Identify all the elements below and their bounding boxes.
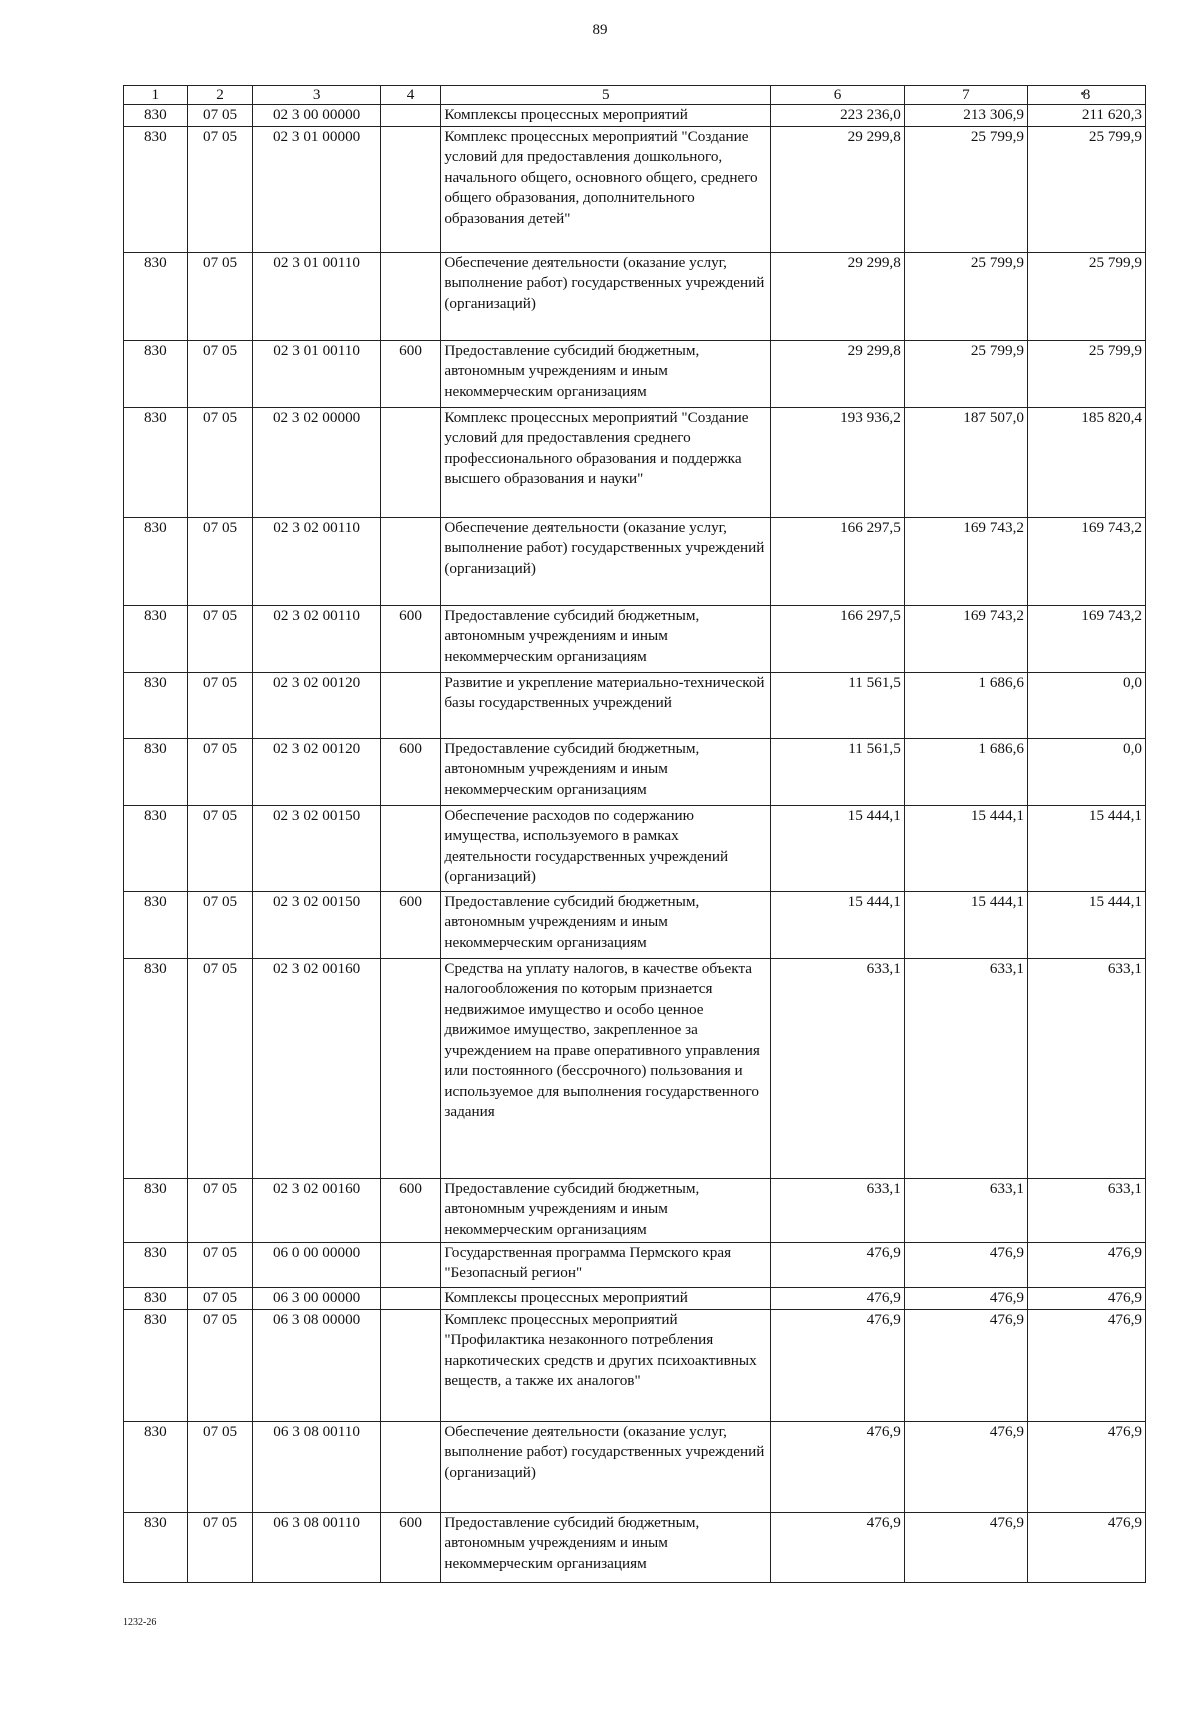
cell-amount-col8: 169 743,2 [1027, 517, 1145, 605]
cell-amount-col6: 29 299,8 [771, 252, 905, 340]
cell-section-code: 07 05 [187, 1309, 253, 1421]
cell-description: Средства на уплату налогов, в качестве объекта налогообложения по которым признается недвижимое имущество и особо ценное движимое имущество, закрепленное за учреждением на праве оперативного управления или постоянного (бессрочного) пользования и используемое для выполнения государственного задания [441, 958, 771, 1178]
table-row [124, 126, 1146, 252]
cell-amount-col8: 633,1 [1027, 1178, 1145, 1242]
cell-department-code: 830 [124, 252, 188, 340]
cell-target-article: 02 3 02 00150 [253, 891, 380, 958]
cell-section-code: 07 05 [187, 958, 253, 1178]
cell-amount-col8: 633,1 [1027, 958, 1145, 1178]
cell-amount-col8: 185 820,4 [1027, 407, 1145, 517]
cell-amount-col7: 633,1 [904, 958, 1027, 1178]
cell-description: Обеспечение деятельности (оказание услуг, выполнение работ) государственных учреждений (организаций) [441, 252, 771, 340]
cell-amount-col7: 213 306,9 [904, 105, 1027, 127]
cell-target-article: 06 3 08 00110 [253, 1421, 380, 1512]
cell-department-code: 830 [124, 1242, 188, 1287]
cell-section-code: 07 05 [187, 517, 253, 605]
cell-section-code: 07 05 [187, 105, 253, 127]
cell-target-article: 02 3 01 00110 [253, 252, 380, 340]
cell-department-code: 830 [124, 672, 188, 738]
cell-amount-col8: 25 799,9 [1027, 340, 1145, 407]
cell-section-code: 07 05 [187, 805, 253, 891]
cell-description: Комплекс процессных мероприятий "Профилактика незаконного потребления наркотических средств и других психоактивных веществ, а также их аналогов" [441, 1309, 771, 1421]
cell-target-article: 02 3 02 00160 [253, 1178, 380, 1242]
cell-description: Предоставление субсидий бюджетным, автономным учреждениям и иным некоммерческим организациям [441, 340, 771, 407]
cell-section-code: 07 05 [187, 1178, 253, 1242]
table-row [124, 340, 1146, 407]
table-row [124, 605, 1146, 672]
cell-section-code: 07 05 [187, 340, 253, 407]
cell-amount-col7: 476,9 [904, 1242, 1027, 1287]
table-row [124, 1512, 1146, 1582]
cell-target-article: 02 3 00 00000 [253, 105, 380, 127]
cell-amount-col6: 633,1 [771, 958, 905, 1178]
table-row [124, 805, 1146, 891]
cell-target-article: 06 0 00 00000 [253, 1242, 380, 1287]
cell-amount-col6: 166 297,5 [771, 517, 905, 605]
cell-amount-col6: 193 936,2 [771, 407, 905, 517]
cell-department-code: 830 [124, 738, 188, 805]
cell-expense-type [380, 252, 441, 340]
cell-amount-col8: 476,9 [1027, 1512, 1145, 1582]
table-row [124, 252, 1146, 340]
cell-amount-col6: 476,9 [771, 1421, 905, 1512]
cell-amount-col8: 169 743,2 [1027, 605, 1145, 672]
table-row [124, 407, 1146, 517]
cell-target-article: 02 3 02 00110 [253, 605, 380, 672]
cell-expense-type [380, 672, 441, 738]
cell-expense-type [380, 407, 441, 517]
cell-amount-col6: 29 299,8 [771, 126, 905, 252]
cell-amount-col7: 1 686,6 [904, 672, 1027, 738]
cell-description: Предоставление субсидий бюджетным, автономным учреждениям и иным некоммерческим организациям [441, 1512, 771, 1582]
cell-target-article: 02 3 02 00000 [253, 407, 380, 517]
cell-section-code: 07 05 [187, 672, 253, 738]
cell-expense-type [380, 1421, 441, 1512]
cell-amount-col6: 11 561,5 [771, 738, 905, 805]
cell-amount-col7: 633,1 [904, 1178, 1027, 1242]
cell-description: Обеспечение деятельности (оказание услуг, выполнение работ) государственных учреждений (организаций) [441, 1421, 771, 1512]
cell-expense-type: 600 [380, 1512, 441, 1582]
budget-table [123, 85, 1146, 1583]
table-row [124, 672, 1146, 738]
cell-description: Комплекс процессных мероприятий "Создание условий для предоставления дошкольного, начального общего, основного общего, среднего общего образования, дополнительного образования детей" [441, 126, 771, 252]
column-header-3: 3 [253, 86, 380, 105]
cell-amount-col7: 476,9 [904, 1287, 1027, 1309]
cell-section-code: 07 05 [187, 252, 253, 340]
cell-department-code: 830 [124, 1178, 188, 1242]
cell-amount-col8: 476,9 [1027, 1242, 1145, 1287]
cell-amount-col8: 0,0 [1027, 738, 1145, 805]
cell-amount-col6: 166 297,5 [771, 605, 905, 672]
cell-department-code: 830 [124, 891, 188, 958]
table-row [124, 517, 1146, 605]
cell-amount-col7: 187 507,0 [904, 407, 1027, 517]
cell-amount-col7: 476,9 [904, 1309, 1027, 1421]
cell-target-article: 02 3 01 00000 [253, 126, 380, 252]
table-row [124, 1421, 1146, 1512]
cell-description: Государственная программа Пермского края "Безопасный регион" [441, 1242, 771, 1287]
cell-section-code: 07 05 [187, 605, 253, 672]
column-header-4: 4 [380, 86, 441, 105]
cell-department-code: 830 [124, 805, 188, 891]
cell-amount-col7: 169 743,2 [904, 517, 1027, 605]
cell-description: Комплексы процессных мероприятий [441, 105, 771, 127]
cell-amount-col8: 15 444,1 [1027, 891, 1145, 958]
cell-description: Предоставление субсидий бюджетным, автономным учреждениям и иным некоммерческим организациям [441, 738, 771, 805]
cell-description: Обеспечение расходов по содержанию имущества, используемого в рамках деятельности государственных учреждений (организаций) [441, 805, 771, 891]
cell-expense-type: 600 [380, 891, 441, 958]
cell-description: Предоставление субсидий бюджетным, автономным учреждениям и иным некоммерческим организациям [441, 1178, 771, 1242]
cell-target-article: 02 3 02 00120 [253, 672, 380, 738]
cell-section-code: 07 05 [187, 126, 253, 252]
cell-amount-col8: 476,9 [1027, 1287, 1145, 1309]
cell-target-article: 02 3 01 00110 [253, 340, 380, 407]
column-header-8: 8 [1027, 86, 1145, 105]
cell-amount-col6: 15 444,1 [771, 805, 905, 891]
cell-section-code: 07 05 [187, 891, 253, 958]
cell-expense-type [380, 105, 441, 127]
cell-amount-col6: 29 299,8 [771, 340, 905, 407]
cell-target-article: 02 3 02 00160 [253, 958, 380, 1178]
cell-amount-col7: 15 444,1 [904, 805, 1027, 891]
cell-department-code: 830 [124, 105, 188, 127]
cell-amount-col7: 25 799,9 [904, 340, 1027, 407]
cell-expense-type: 600 [380, 1178, 441, 1242]
cell-department-code: 830 [124, 958, 188, 1178]
cell-department-code: 830 [124, 340, 188, 407]
cell-amount-col7: 169 743,2 [904, 605, 1027, 672]
cell-expense-type: 600 [380, 605, 441, 672]
table-row [124, 105, 1146, 127]
cell-section-code: 07 05 [187, 1421, 253, 1512]
cell-department-code: 830 [124, 1309, 188, 1421]
cell-description: Обеспечение деятельности (оказание услуг, выполнение работ) государственных учреждений (организаций) [441, 517, 771, 605]
cell-expense-type: 600 [380, 340, 441, 407]
cell-amount-col8: 25 799,9 [1027, 126, 1145, 252]
table-row [124, 1178, 1146, 1242]
cell-amount-col6: 633,1 [771, 1178, 905, 1242]
cell-amount-col6: 476,9 [771, 1242, 905, 1287]
cell-department-code: 830 [124, 126, 188, 252]
cell-amount-col6: 476,9 [771, 1512, 905, 1582]
cell-department-code: 830 [124, 517, 188, 605]
cell-description: Предоставление субсидий бюджетным, автономным учреждениям и иным некоммерческим организациям [441, 891, 771, 958]
column-header-1: 1 [124, 86, 188, 105]
cell-expense-type [380, 958, 441, 1178]
column-header-5: 5 [441, 86, 771, 105]
table-row [124, 738, 1146, 805]
page-number: 89 [592, 22, 608, 38]
cell-target-article: 02 3 02 00150 [253, 805, 380, 891]
column-header-7: 7 [904, 86, 1027, 105]
cell-target-article: 06 3 08 00000 [253, 1309, 380, 1421]
cell-description: Комплексы процессных мероприятий [441, 1287, 771, 1309]
cell-amount-col6: 223 236,0 [771, 105, 905, 127]
cell-amount-col7: 25 799,9 [904, 126, 1027, 252]
cell-amount-col7: 476,9 [904, 1512, 1027, 1582]
cell-description: Комплекс процессных мероприятий "Создание условий для предоставления среднего профессионального образования и поддержка высшего образования и науки" [441, 407, 771, 517]
cell-amount-col8: 476,9 [1027, 1421, 1145, 1512]
cell-expense-type [380, 1242, 441, 1287]
cell-target-article: 02 3 02 00120 [253, 738, 380, 805]
cell-department-code: 830 [124, 1287, 188, 1309]
cell-expense-type [380, 1287, 441, 1309]
cell-amount-col8: 211 620,3 [1027, 105, 1145, 127]
table-row [124, 958, 1146, 1178]
table-row [124, 1242, 1146, 1287]
document-footer-code: 1232-26 [123, 1617, 157, 1628]
cell-description: Предоставление субсидий бюджетным, автономным учреждениям и иным некоммерческим организациям [441, 605, 771, 672]
cell-description: Развитие и укрепление материально-технической базы государственных учреждений [441, 672, 771, 738]
cell-amount-col8: 25 799,9 [1027, 252, 1145, 340]
cell-amount-col8: 0,0 [1027, 672, 1145, 738]
cell-expense-type [380, 805, 441, 891]
cell-amount-col8: 15 444,1 [1027, 805, 1145, 891]
cell-target-article: 06 3 08 00110 [253, 1512, 380, 1582]
cell-target-article: 02 3 02 00110 [253, 517, 380, 605]
cell-amount-col7: 476,9 [904, 1421, 1027, 1512]
cell-expense-type: 600 [380, 738, 441, 805]
column-header-6: 6 [771, 86, 905, 105]
column-header-2: 2 [187, 86, 253, 105]
table-row [124, 1287, 1146, 1309]
cell-amount-col6: 476,9 [771, 1309, 905, 1421]
cell-amount-col7: 1 686,6 [904, 738, 1027, 805]
cell-amount-col6: 476,9 [771, 1287, 905, 1309]
cell-department-code: 830 [124, 1421, 188, 1512]
table-row [124, 1309, 1146, 1421]
cell-expense-type [380, 126, 441, 252]
cell-amount-col7: 15 444,1 [904, 891, 1027, 958]
cell-department-code: 830 [124, 605, 188, 672]
cell-amount-col8: 476,9 [1027, 1309, 1145, 1421]
cell-section-code: 07 05 [187, 407, 253, 517]
cell-section-code: 07 05 [187, 1242, 253, 1287]
cell-section-code: 07 05 [187, 1512, 253, 1582]
cell-amount-col6: 11 561,5 [771, 672, 905, 738]
table-header-row [124, 86, 1146, 105]
cell-section-code: 07 05 [187, 738, 253, 805]
cell-expense-type [380, 1309, 441, 1421]
table-row [124, 891, 1146, 958]
cell-amount-col7: 25 799,9 [904, 252, 1027, 340]
cell-target-article: 06 3 00 00000 [253, 1287, 380, 1309]
cell-amount-col6: 15 444,1 [771, 891, 905, 958]
cell-section-code: 07 05 [187, 1287, 253, 1309]
cell-expense-type [380, 517, 441, 605]
cell-department-code: 830 [124, 1512, 188, 1582]
cell-department-code: 830 [124, 407, 188, 517]
